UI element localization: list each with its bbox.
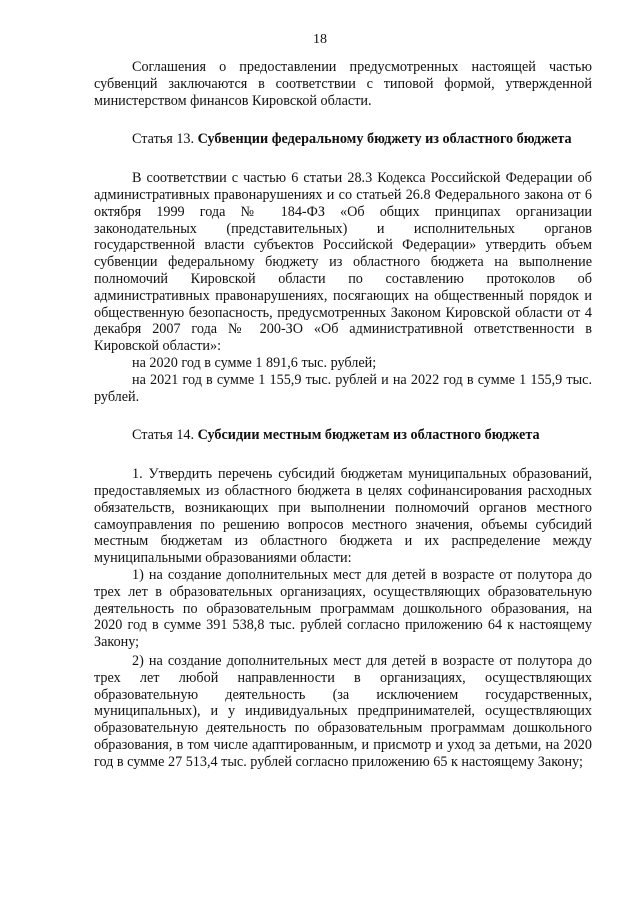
- article-14-title: Субсидии местным бюджетам из областного бюджета: [197, 427, 540, 444]
- paragraph-2021-2022-amount: на 2021 год в сумме 1 155,9 тыс. рублей и на 2022 год в сумме 1 155,9 тыс. рублей.: [94, 371, 592, 405]
- article-14-number: Статья 14.: [132, 427, 198, 444]
- document-body: [94, 59, 592, 770]
- paragraph-2020-amount: на 2020 год в сумме 1 891,6 тыс. рублей;: [132, 354, 377, 371]
- article-13-title: Субвенции федеральному бюджету из областного бюджета: [197, 131, 572, 148]
- paragraph-subitem-1: 1) на создание дополнительных мест для детей в возрасте от полутора до трех лет в образовательных организациях, осуществляющих образовательную деятельность по образовательным программам дошкольного образования, на 2020 год в сумме 391 538,8 тыс. рублей согласно приложению 64 к настоящему Закону;: [94, 566, 592, 651]
- paragraph-intro: Соглашения о предоставлении предусмотренных настоящей частью субвенций заключаются в соответствии с типовой формой, утвержденной министерством финансов Кировской области.: [94, 59, 592, 109]
- paragraph-article-14-item-1: 1. Утвердить перечень субсидий бюджетам муниципальных образований, предоставляемых из областного бюджета в целях софинансирования расходных обязательств, возникающих при выполнении полномочий органов местного самоуправления по решению вопросов местного значения, объемы субсидий местным бюджетам из областного бюджета и их распределение между муниципальными образованиями области:: [94, 466, 592, 567]
- paragraph-subitem-2: 2) на создание дополнительных мест для детей в возрасте от полутора до трех лет любой направленности в организациях, осуществляющих образовательную деятельность (за исключением государственных, муниципальных), и у индивидуальных предпринимателей, осуществляющих образовательную деятельность по образовательным программам дошкольного образования, в том числе адаптированным, и присмотр и уход за детьми, на 2020 год в сумме 27 513,4 тыс. рублей согласно приложению 65 к настоящему Закону;: [94, 652, 592, 770]
- page-number: 18: [313, 32, 327, 47]
- article-13-number: Статья 13.: [132, 131, 198, 148]
- paragraph-article-13: В соответствии с частью 6 статьи 28.3 Кодекса Российской Федерации об административных правонарушениях и со статьей 26.8 Федерального закона от 6 октября 1999 года № 184-ФЗ «Об общих принципах организации законодательных (представительных) и исполнительных органов государственной власти субъектов Российской Федерации» утвердить объем субвенции федеральному бюджету из областного бюджета на выполнение полномочий Кировской области по составлению протоколов об административных правонарушениях, посягающих на общественный порядок и общественную безопасность, предусмотренных Законом Кировской области от 4 декабря 2007 года № 200-ЗО «Об административной ответственности в Кировской области»:: [94, 170, 592, 355]
- article-13-heading: [94, 131, 592, 148]
- article-14-heading: [94, 427, 592, 444]
